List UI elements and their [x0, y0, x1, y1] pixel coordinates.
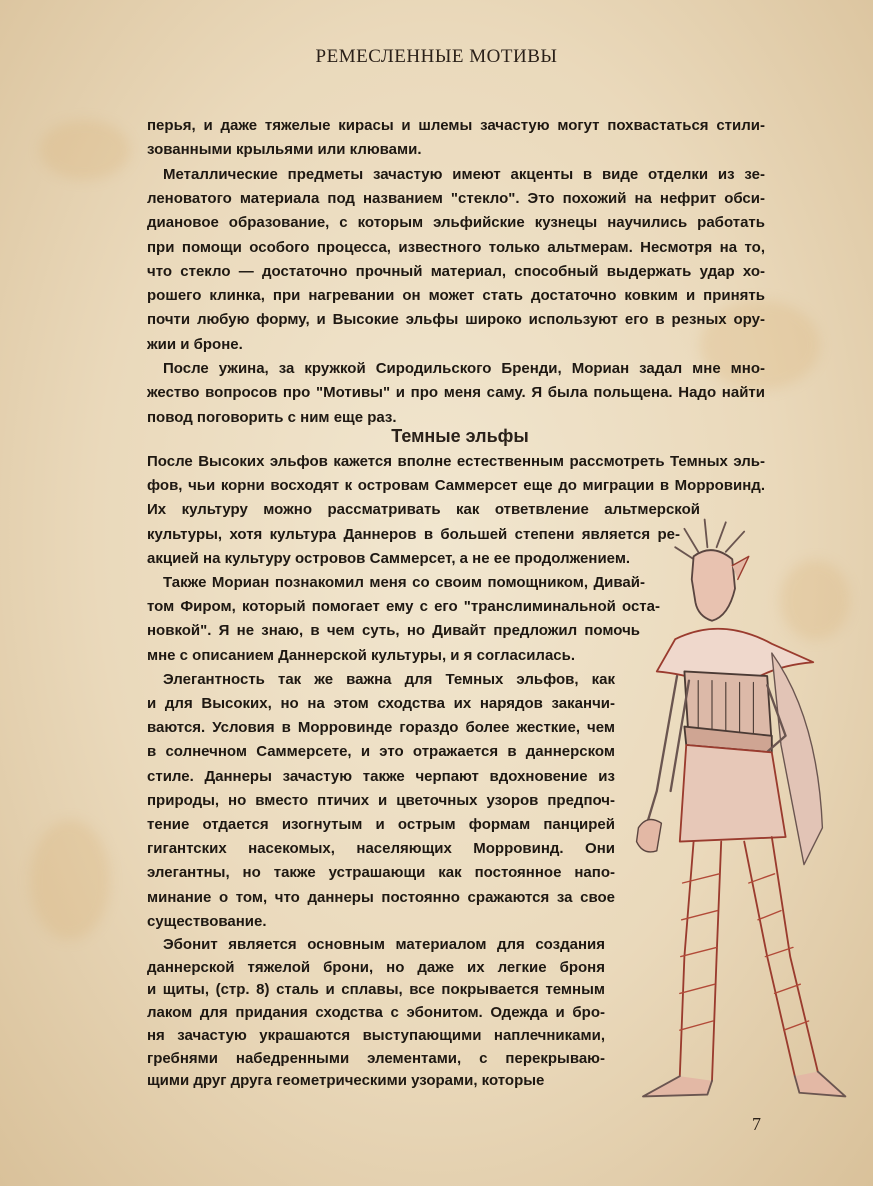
text-line: жии и броне.	[147, 335, 243, 353]
text-line: Элегантность так же важна для Темных эльфов, как	[163, 670, 615, 688]
text-line: После ужина, за кружкой Сиродильского Бренди, Мориан задал мне мно-	[163, 360, 765, 377]
text-line: гребнями набедренными элементами, с перекрываю-	[147, 1049, 605, 1067]
text-line: тение отдается изогнутым и острым формам панцирей	[147, 816, 615, 833]
text-line: и щиты, (стр. 8) сталь и сплавы, все покрывается темным	[147, 981, 605, 999]
text-line: После Высоких эльфов кажется вполне естественным рассмотреть Темных эль-	[147, 453, 765, 470]
text-line: культуры, хотя культура Даннеров в большей степени является ре-	[147, 525, 680, 543]
text-line: рошего клинка, при нагревании он может стать достаточно ковким и принять	[147, 287, 765, 305]
text-line: Металлические предметы зачастую имеют акценты в виде отделки из зе-	[163, 165, 765, 183]
text-line: и для Высоких, но на этом сходства их нарядов заканчи-	[147, 695, 615, 712]
text-line: акцией на культуру островов Саммерсет, а не ее продолжением.	[147, 549, 631, 567]
text-line: что стекло — достаточно прочный материал, способный выдержать удар хо-	[147, 262, 765, 280]
text-line: том Фиром, который помогает ему с его "транслиминальной оста-	[147, 598, 660, 616]
text-line: гигантских насекомых, населяющих Морровинд. Они	[147, 840, 615, 858]
section-heading: Темные эльфы	[391, 426, 529, 446]
text-line: ня зачастую украшаются выступающими наплечниками,	[147, 1026, 605, 1044]
text-line: Также Мориан познакомил меня со своим помощником, Дивай-	[163, 574, 645, 591]
page-number: 7	[752, 1114, 761, 1134]
text-line: даннерской тяжелой брони, но даже их легкие броня	[147, 958, 605, 976]
text-line: фов, чьи корни восходят к островам Саммерсет еще до миграции в Морровинд.	[147, 477, 765, 495]
text-line: перья, и даже тяжелые кирасы и шлемы зачастую могут похвастаться стили-	[147, 117, 765, 134]
text-line: мне с описанием Даннерской культуры, и я согласилась.	[147, 646, 576, 664]
text-line: Их культуру можно рассматривать как ответвление альтмерской	[147, 501, 700, 519]
text-line: минание о том, что даннеры постоянно сражаются за свое	[147, 888, 615, 906]
text-line: Эбонит является основным материалом для создания	[163, 936, 605, 953]
text-line: почти любую форму, и Высокие эльфы широко используют его в резных ору-	[147, 311, 765, 329]
text-line: существование.	[147, 912, 267, 930]
text-line: щими друг друга геометрическими узорами, которые	[147, 1072, 545, 1090]
text-line: ваются. Условия в Морровинде гораздо более жесткие, чем	[147, 719, 615, 737]
dark-elf-sketch-icon	[600, 470, 860, 1120]
text-line: повод поговорить с ним еще раз.	[147, 408, 397, 426]
text-line: леноватого материала под названием "стекло". Это похожий на нефрит обси-	[147, 189, 765, 207]
text-line: жество вопросов про "Мотивы" и про меня саму. Я была польщена. Надо найти	[147, 384, 765, 402]
text-line: в солнечном Саммерсете, и это отражается в даннерском	[147, 743, 615, 761]
text-line: диановое образование, с которым эльфийские кузнецы научились работать	[147, 214, 765, 232]
running-header: РЕМЕСЛЕННЫЕ МОТИВЫ	[315, 46, 558, 67]
text-line: природы, но вместо птичих и цветочных узоров предпоч-	[147, 791, 615, 809]
text-line: элегантны, но также устрашающи как постоянное напо-	[147, 864, 615, 882]
text-line: лаком для придания сходства с эбонитом. Одежда и бро-	[147, 1004, 605, 1022]
text-line: при помощи особого процесса, известного только альтмерам. Несмотря на то,	[147, 238, 765, 256]
text-line: новкой". Я не знаю, в чем суть, но Дивайт предложил помочь	[147, 622, 640, 640]
text-line: стиле. Даннеры зачастую также черпают вдохновение из	[147, 767, 615, 785]
text-line: зованными крыльями или клювами.	[147, 141, 422, 159]
